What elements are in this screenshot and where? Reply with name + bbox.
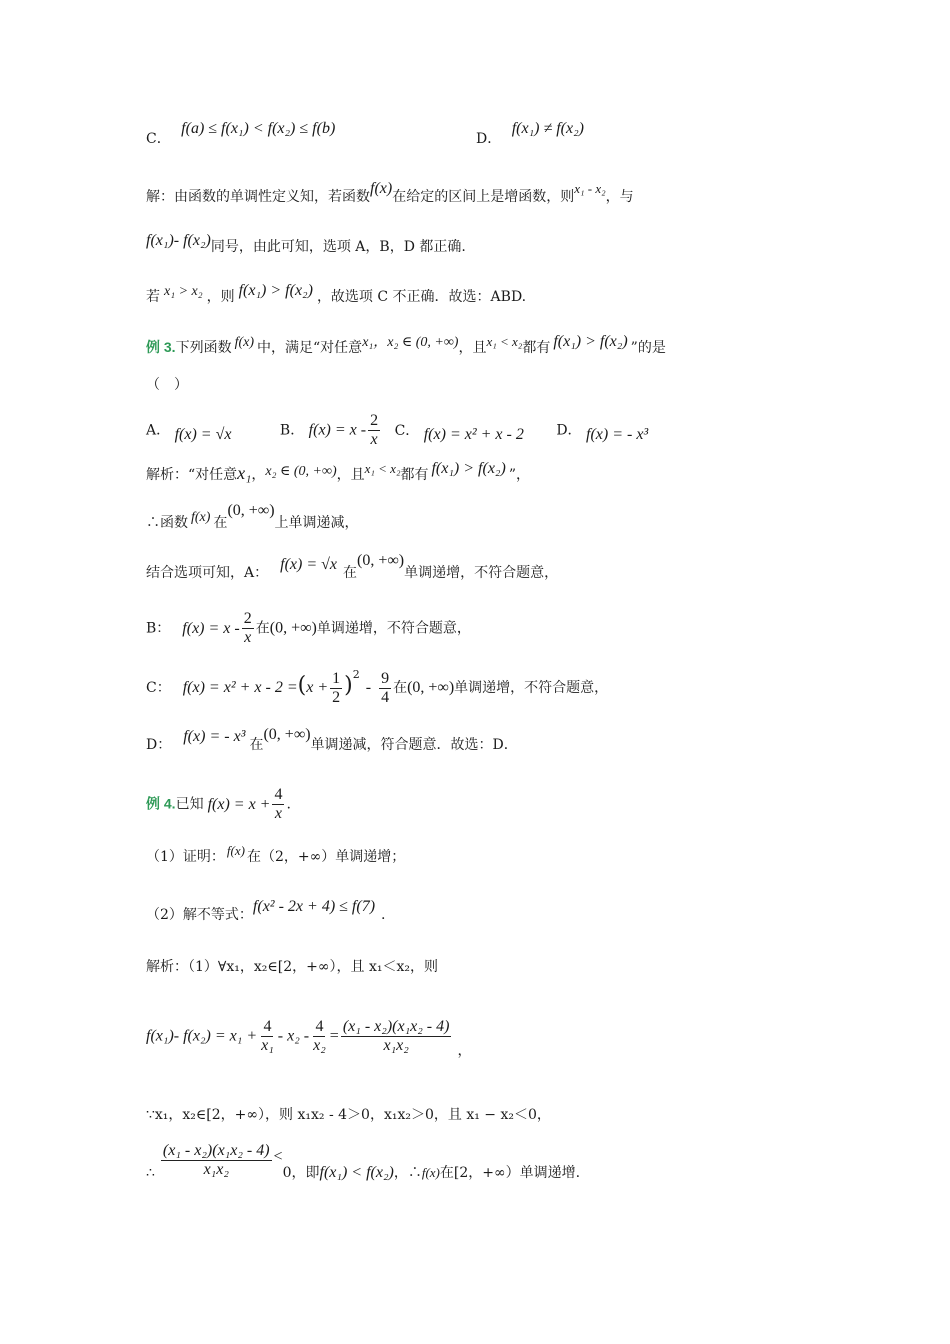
analysis-text: ”， [508, 467, 530, 483]
analysis3-line-6 [146, 726, 518, 756]
analysis-fc: f(x) = x² + x - 2 = [182, 679, 298, 696]
fraction-numerator: (x₁ - x₂)(x₁x₂ - 4) [162, 1142, 270, 1159]
analysis-text: B： [146, 620, 171, 637]
fraction-numerator: 1 [332, 669, 341, 687]
analysis-interval: (0, +∞) [407, 679, 455, 696]
analysis-text: D： [146, 737, 172, 753]
analysis-interval: (0, +∞) [263, 726, 311, 743]
solution-text: ∴ [146, 1164, 155, 1181]
analysis-x1: x₁ [237, 463, 252, 483]
analysis-text: 在 [393, 680, 408, 696]
example4-question [146, 786, 291, 823]
solution-fx: f(x) [421, 1164, 440, 1180]
option-c3-formula: f(x) = x² + x - 2 [423, 425, 524, 443]
example4-fraction [272, 786, 284, 823]
analysis-text: 单调递增，不符合题意， [404, 565, 559, 581]
example3-vars: x₁，x₂ ∈ (0, +∞) [362, 335, 459, 350]
example4-solution-1: 解析：（1）∀x₁，x₂∈[2，+∞），且 x₁＜x₂，则 [146, 959, 438, 975]
example4-solution-2 [146, 1018, 472, 1059]
minus-sign: - [365, 679, 372, 696]
analysis-interval: (0, +∞) [357, 552, 405, 569]
example3-res: f(x₁) > f(x₂) [553, 333, 628, 350]
right-paren: ) [344, 673, 353, 698]
analysis-text: 单调递增，不符合题意， [454, 680, 609, 696]
analysis-text: 在 [343, 565, 358, 581]
example3-text: ”的是 [630, 340, 666, 356]
analysis3-line-2 [146, 502, 359, 535]
example4-fx: f(x) = x + [207, 795, 271, 813]
example4-text: 已知 [175, 796, 204, 813]
example3-fx: f(x) [234, 335, 255, 350]
solution-text: ， [457, 1042, 472, 1059]
analysis-text: 在 [255, 620, 270, 637]
solution-expr: f(x₁)- f(x₂) [146, 232, 211, 249]
option-a-label: A． [146, 422, 171, 439]
example4-solution-3: ∵x₁，x₂∈[2，+∞），则 x₁x₂ - 4＞0，x₁x₂＞0，且 x₁ − x₂＜0， [146, 1107, 551, 1123]
solution-text: ，则 [206, 289, 235, 305]
example3-text: 都有 [522, 340, 551, 356]
option-b-formula: f(x) = x - [308, 421, 367, 439]
fraction-denominator: x₁x₂ [383, 1037, 409, 1054]
example4-fx: f(x) [226, 843, 245, 858]
analysis-interval: (0, +∞) [227, 502, 275, 519]
option-a-formula: f(x) = √x [174, 425, 232, 443]
example3-options [146, 412, 648, 449]
solution-fraction-1 [259, 1018, 276, 1055]
example4-text: （1）证明： [146, 849, 225, 865]
option-d3-label: D． [556, 422, 582, 439]
fraction-denominator: 4 [381, 688, 390, 706]
solution-text: ，∴ [393, 1164, 422, 1181]
example3-question [146, 333, 666, 360]
analysis-text: 单调递减，符合题意．故选：D． [310, 737, 518, 753]
analysis-interval: (0, +∞) [269, 619, 317, 637]
analysis-text: 在 [213, 515, 228, 531]
analysis-fd: f(x) = - x³ [183, 728, 246, 745]
fraction-numerator: 4 [274, 786, 283, 803]
option-b-fraction [368, 412, 380, 449]
option-d [476, 120, 584, 150]
analysis-res: f(x₁) > f(x₂) [431, 460, 506, 477]
solution-text: ，与 [605, 189, 634, 205]
analysis-text: ∴函数 [146, 515, 188, 531]
analysis-fx: f(x) [191, 510, 211, 525]
analysis-text: 解析：“对任意 [146, 467, 238, 483]
analysis-text: ，且 [336, 467, 365, 483]
fraction-denominator: 2 [332, 688, 341, 706]
half-fraction [330, 670, 342, 707]
solution-text: 解：由函数的单调性定义知，若函数 [146, 189, 370, 205]
example4-text: （2）解不等式： [146, 907, 253, 923]
fraction-denominator: x [274, 805, 283, 822]
example4-part2 [146, 898, 386, 926]
fraction-numerator: 9 [381, 669, 390, 687]
fraction-denominator: x [244, 629, 252, 646]
solution-fraction-2 [311, 1018, 328, 1055]
fraction-numerator: 4 [315, 1018, 324, 1035]
example4-part1 [146, 843, 406, 868]
analysis3-line-5 [146, 664, 608, 707]
example4-text: 在（2，+∞）单调递增； [246, 849, 406, 865]
equals-sign: = [329, 1027, 339, 1045]
option-d-formula: f(x₁) ≠ f(x₂) [511, 120, 584, 137]
example3-text: ，且 [458, 340, 487, 356]
analysis-fa: f(x) = √x [280, 556, 338, 573]
analysis-text: 单调递增，不符合题意， [316, 620, 471, 637]
solution-text: 在给定的区间上是增函数，则 [392, 189, 575, 205]
example4-text: . [381, 907, 386, 923]
example3-text: 下列函数 [175, 340, 232, 356]
option-c-formula: f(a) ≤ f(x₁) < f(x₂) ≤ f(b) [181, 120, 336, 137]
analysis-fb: f(x) = x - [182, 619, 240, 637]
solution-text: 在[2，+∞）单调递增. [439, 1164, 581, 1181]
solution-line-2 [146, 232, 466, 258]
fraction-denominator: x₂ [313, 1037, 326, 1054]
solution-fraction-3 [341, 1018, 452, 1055]
fraction-numerator: 4 [263, 1018, 272, 1035]
left-paren: ( [297, 673, 307, 698]
analysis-text: 上单调递减， [274, 515, 359, 531]
solution-res: f(x₁) < f(x₂) [319, 1163, 394, 1181]
analysis3-line-1 [146, 462, 530, 487]
solution-cond: x₁ > x₂ [164, 284, 203, 299]
solution-fx: f(x) [370, 180, 393, 197]
fraction-numerator: 2 [370, 412, 379, 429]
example3-text: 中，满足“对任意 [257, 340, 363, 356]
example4-inequality: f(x² - 2x + 4) ≤ f(7) [252, 898, 376, 915]
example4-label: 例 4. [146, 795, 176, 812]
less-than-sign: < [273, 1147, 283, 1165]
solution-text: ，故选项 C 不正确．故选：ABD. [316, 289, 527, 305]
fraction-denominator: x [370, 431, 378, 448]
example3-cond: x₁ < x₂ [486, 334, 523, 349]
analysis-text: 都有 [400, 467, 429, 483]
example3-paren: （ ） [146, 377, 188, 393]
solution-line-3 [146, 282, 527, 309]
option-c-label: C． [146, 131, 171, 147]
example4-solution-4 [146, 1142, 580, 1179]
fraction-denominator: x₁ [261, 1037, 274, 1054]
solution-expr: f(x₁)- f(x₂) = x₁ + [146, 1027, 258, 1045]
solution-res: f(x₁) > f(x₂) [238, 282, 313, 299]
option-c [146, 120, 336, 150]
analysis3-line-4 [146, 610, 471, 647]
fraction-numerator: (x₁ - x₂)(x₁x₂ - 4) [342, 1018, 450, 1035]
analysis-text: C： [146, 680, 171, 696]
fraction-denominator: x₁x₂ [203, 1161, 229, 1178]
option-d-label: D． [476, 131, 502, 147]
solution-diff: x₁ - x₂ [574, 181, 606, 196]
analysis-fc-inner: x + [306, 679, 329, 696]
square-exponent: 2 [352, 668, 360, 681]
option-d3-formula: f(x) = - x³ [586, 425, 649, 443]
analysis-text: ， [251, 467, 266, 483]
fraction-numerator: 2 [243, 610, 252, 627]
analysis3-line-3 [146, 552, 559, 584]
analysis-x2: x₂ ∈ (0, +∞) [265, 464, 337, 479]
option-c3-label: C． [394, 422, 420, 439]
option-b-label: B． [279, 422, 305, 439]
example4-text: . [286, 796, 291, 813]
solution-text: 0，即 [282, 1164, 320, 1181]
solution-expr: - x₂ - [277, 1027, 310, 1045]
nine-quarters [379, 670, 391, 707]
solution-text: 若 [146, 289, 160, 305]
solution-text: 同号，由此可知，选项 A，B，D 都正确. [210, 239, 466, 255]
solution-line-1 [146, 180, 634, 208]
solution-fraction-4 [161, 1142, 272, 1179]
example3-label: 例 3. [146, 339, 176, 355]
analysis-cond: x₁ < x₂ [364, 461, 401, 476]
analysis-text: 在 [249, 737, 264, 753]
analysis-text: 结合选项可知，A： [146, 565, 269, 581]
analysis-fb-fraction [242, 610, 254, 647]
